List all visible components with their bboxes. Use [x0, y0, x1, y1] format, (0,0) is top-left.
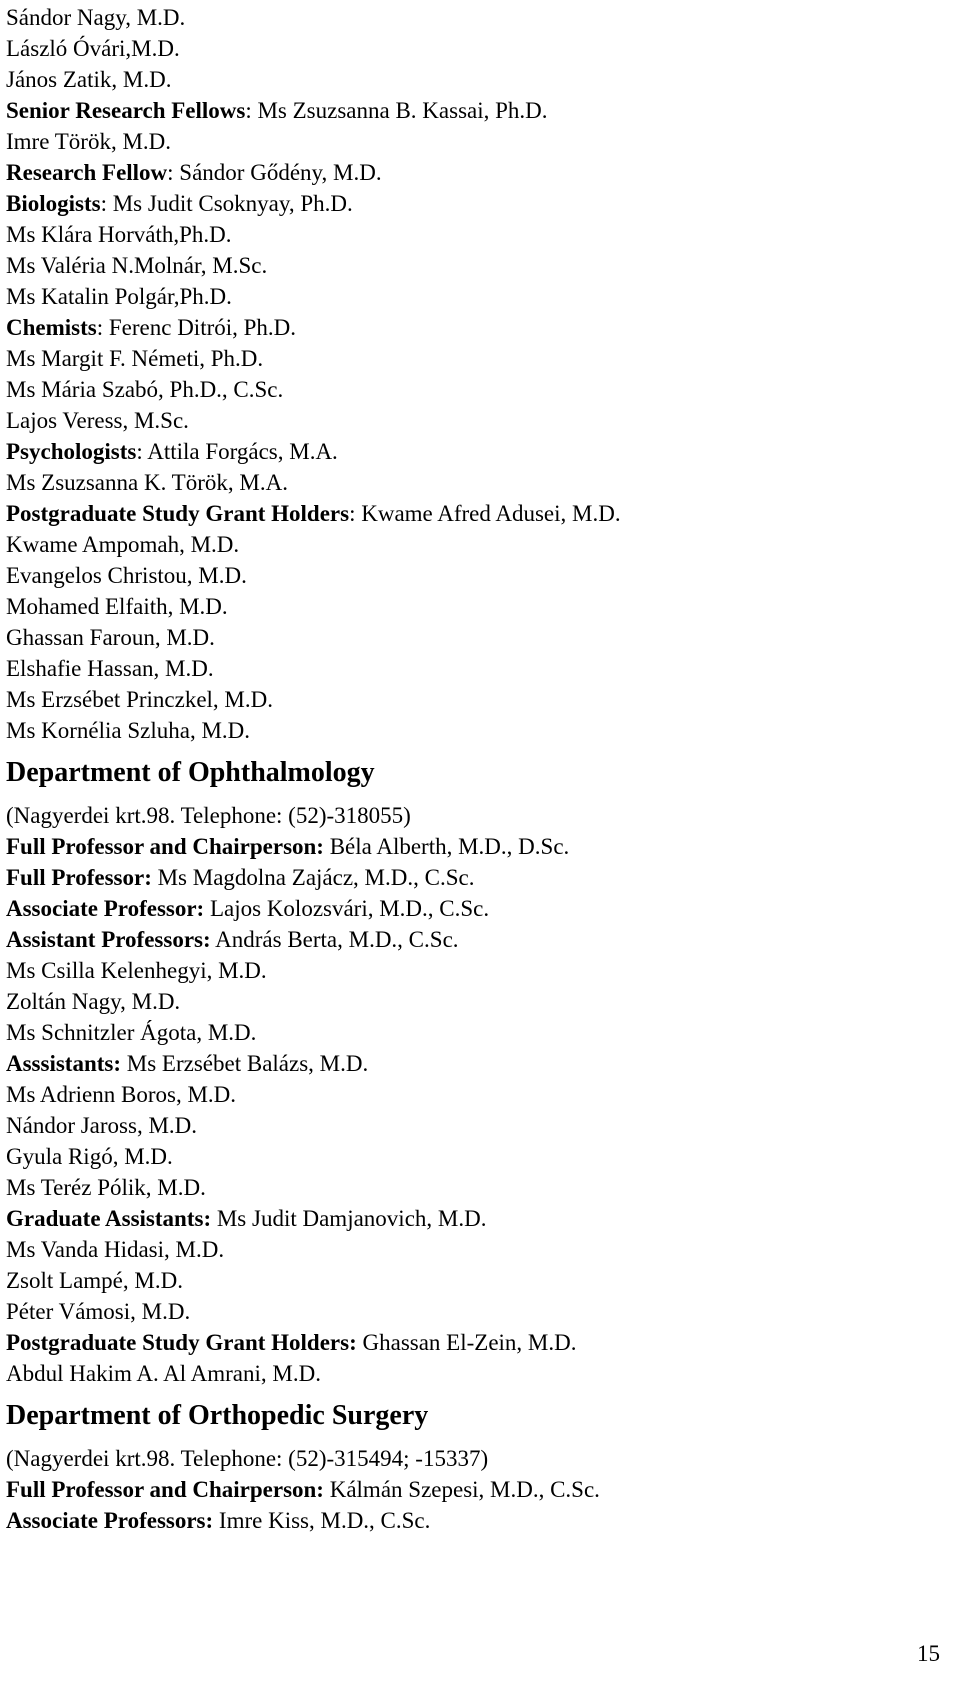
staff-line [6, 436, 946, 467]
staff-line [6, 831, 946, 862]
staff-name: Ms Margit F. Németi, Ph.D. [6, 346, 264, 371]
staff-name: : Ferenc Ditrói, Ph.D. [96, 315, 297, 340]
staff-name: (Nagyerdei krt.98. Telephone: (52)-318055) [6, 803, 411, 828]
staff-role-label: Postgraduate Study Grant Holders [6, 501, 350, 526]
staff-line [6, 924, 946, 955]
staff-name: László Óvári,M.D. [6, 36, 180, 61]
staff-role-label: Asssistants: [6, 1051, 122, 1076]
page-number: 15 [917, 1641, 940, 1666]
staff-name: Sándor Nagy, M.D. [6, 5, 186, 30]
staff-line [6, 374, 946, 405]
staff-line [6, 312, 946, 343]
staff-line [6, 955, 946, 986]
staff-line [6, 250, 946, 281]
staff-name: Ms Erzsébet Princzkel, M.D. [6, 687, 273, 712]
staff-line [6, 498, 946, 529]
staff-name: Ms Teréz Pólik, M.D. [6, 1175, 206, 1200]
staff-name: Lajos Kolozsvári, M.D., C.Sc. [204, 896, 490, 921]
staff-role-label: Assistant Professors: [6, 927, 211, 952]
staff-line [6, 219, 946, 250]
staff-role-label: Chemists [6, 315, 97, 340]
staff-line [6, 157, 946, 188]
staff-line [6, 862, 946, 893]
staff-line [6, 1017, 946, 1048]
staff-line [6, 800, 946, 831]
staff-line [6, 405, 946, 436]
staff-line [6, 653, 946, 684]
staff-line [6, 343, 946, 374]
staff-role-label: Full Professor and Chairperson: [6, 1477, 324, 1502]
orthopedic-staff-list [6, 1443, 946, 1536]
staff-name: Zsolt Lampé, M.D. [6, 1268, 183, 1293]
staff-line [6, 529, 946, 560]
staff-line [6, 560, 946, 591]
staff-line [6, 1474, 946, 1505]
staff-name: Ms Valéria N.Molnár, M.Sc. [6, 253, 268, 278]
staff-line [6, 622, 946, 653]
staff-name: Ghassan El-Zein, M.D. [356, 1330, 577, 1355]
staff-name: Péter Vámosi, M.D. [6, 1299, 191, 1324]
staff-line [6, 1048, 946, 1079]
staff-role-label: Associate Professors: [6, 1508, 214, 1533]
staff-line [6, 1203, 946, 1234]
staff-name: János Zatik, M.D. [6, 67, 172, 92]
staff-line [6, 188, 946, 219]
staff-name: Ms Zsuzsanna K. Török, M.A. [6, 470, 288, 495]
staff-line [6, 1141, 946, 1172]
staff-line [6, 467, 946, 498]
staff-line [6, 684, 946, 715]
staff-line [6, 1172, 946, 1203]
staff-name: Gyula Rigó, M.D. [6, 1144, 173, 1169]
staff-line [6, 986, 946, 1017]
staff-line [6, 1296, 946, 1327]
ophthalmology-staff-list [6, 800, 946, 1389]
staff-name: Ms Klára Horváth,Ph.D. [6, 222, 232, 247]
staff-line [6, 1265, 946, 1296]
staff-line [6, 1110, 946, 1141]
staff-role-label: Biologists [6, 191, 101, 216]
staff-name: Ms Schnitzler Ágota, M.D. [6, 1020, 257, 1045]
staff-name: Béla Alberth, M.D., D.Sc. [323, 834, 570, 859]
ophthalmology-heading: Department of Ophthalmology [6, 757, 375, 788]
staff-line [6, 1505, 946, 1536]
staff-line [6, 1443, 946, 1474]
staff-name: : Attila Forgács, M.A. [136, 439, 338, 464]
staff-name: Zoltán Nagy, M.D. [6, 989, 181, 1014]
staff-role-label: Graduate Assistants: [6, 1206, 212, 1231]
staff-list-continued [6, 2, 946, 746]
staff-line [6, 1327, 946, 1358]
document-page [6, 2, 946, 1536]
staff-role-label: Full Professor and Chairperson: [6, 834, 324, 859]
staff-name: Abdul Hakim A. Al Amrani, M.D. [6, 1361, 321, 1386]
staff-line [6, 715, 946, 746]
staff-line [6, 95, 946, 126]
staff-line [6, 893, 946, 924]
staff-name: Nándor Jaross, M.D. [6, 1113, 198, 1138]
staff-line [6, 126, 946, 157]
staff-name: (Nagyerdei krt.98. Telephone: (52)-315494; -15337) [6, 1446, 489, 1471]
staff-line [6, 1358, 946, 1389]
staff-name: Lajos Veress, M.Sc. [6, 408, 189, 433]
staff-name: Ms Mária Szabó, Ph.D., C.Sc. [6, 377, 284, 402]
staff-name: Kwame Ampomah, M.D. [6, 532, 240, 557]
staff-name: Ms Erzsébet Balázs, M.D. [121, 1051, 369, 1076]
staff-line [6, 1079, 946, 1110]
staff-name: Ghassan Faroun, M.D. [6, 625, 215, 650]
staff-name: Imre Kiss, M.D., C.Sc. [213, 1508, 431, 1533]
staff-name: : Ms Zsuzsanna B. Kassai, Ph.D. [245, 98, 548, 123]
staff-line [6, 591, 946, 622]
staff-name: Elshafie Hassan, M.D. [6, 656, 214, 681]
staff-name: Ms Adrienn Boros, M.D. [6, 1082, 237, 1107]
staff-name: Ms Vanda Hidasi, M.D. [6, 1237, 225, 1262]
staff-name: Ms Magdolna Zajácz, M.D., C.Sc. [151, 865, 475, 890]
staff-line [6, 64, 946, 95]
staff-name: Ms Judit Damjanovich, M.D. [211, 1206, 487, 1231]
staff-role-label: Psychologists [6, 439, 137, 464]
staff-role-label: Research Fellow [6, 160, 168, 185]
staff-role-label: Associate Professor: [6, 896, 205, 921]
staff-line [6, 2, 946, 33]
staff-name: Ms Katalin Polgár,Ph.D. [6, 284, 232, 309]
staff-line [6, 281, 946, 312]
staff-name: Kálmán Szepesi, M.D., C.Sc. [323, 1477, 600, 1502]
staff-name: Evangelos Christou, M.D. [6, 563, 247, 588]
staff-name: Ms Csilla Kelenhegyi, M.D. [6, 958, 267, 983]
staff-line [6, 1234, 946, 1265]
staff-name: Imre Török, M.D. [6, 129, 172, 154]
staff-role-label: Full Professor: [6, 865, 152, 890]
staff-name: Mohamed Elfaith, M.D. [6, 594, 228, 619]
staff-role-label: Postgraduate Study Grant Holders: [6, 1330, 357, 1355]
orthopedic-heading: Department of Orthopedic Surgery [6, 1400, 429, 1431]
staff-line [6, 33, 946, 64]
staff-name: András Berta, M.D., C.Sc. [210, 927, 459, 952]
staff-name: : Kwame Afred Adusei, M.D. [349, 501, 621, 526]
staff-name: Ms Kornélia Szluha, M.D. [6, 718, 251, 743]
staff-role-label: Senior Research Fellows [6, 98, 246, 123]
staff-name: : Ms Judit Csoknyay, Ph.D. [100, 191, 353, 216]
staff-name: : Sándor Gődény, M.D. [167, 160, 382, 185]
